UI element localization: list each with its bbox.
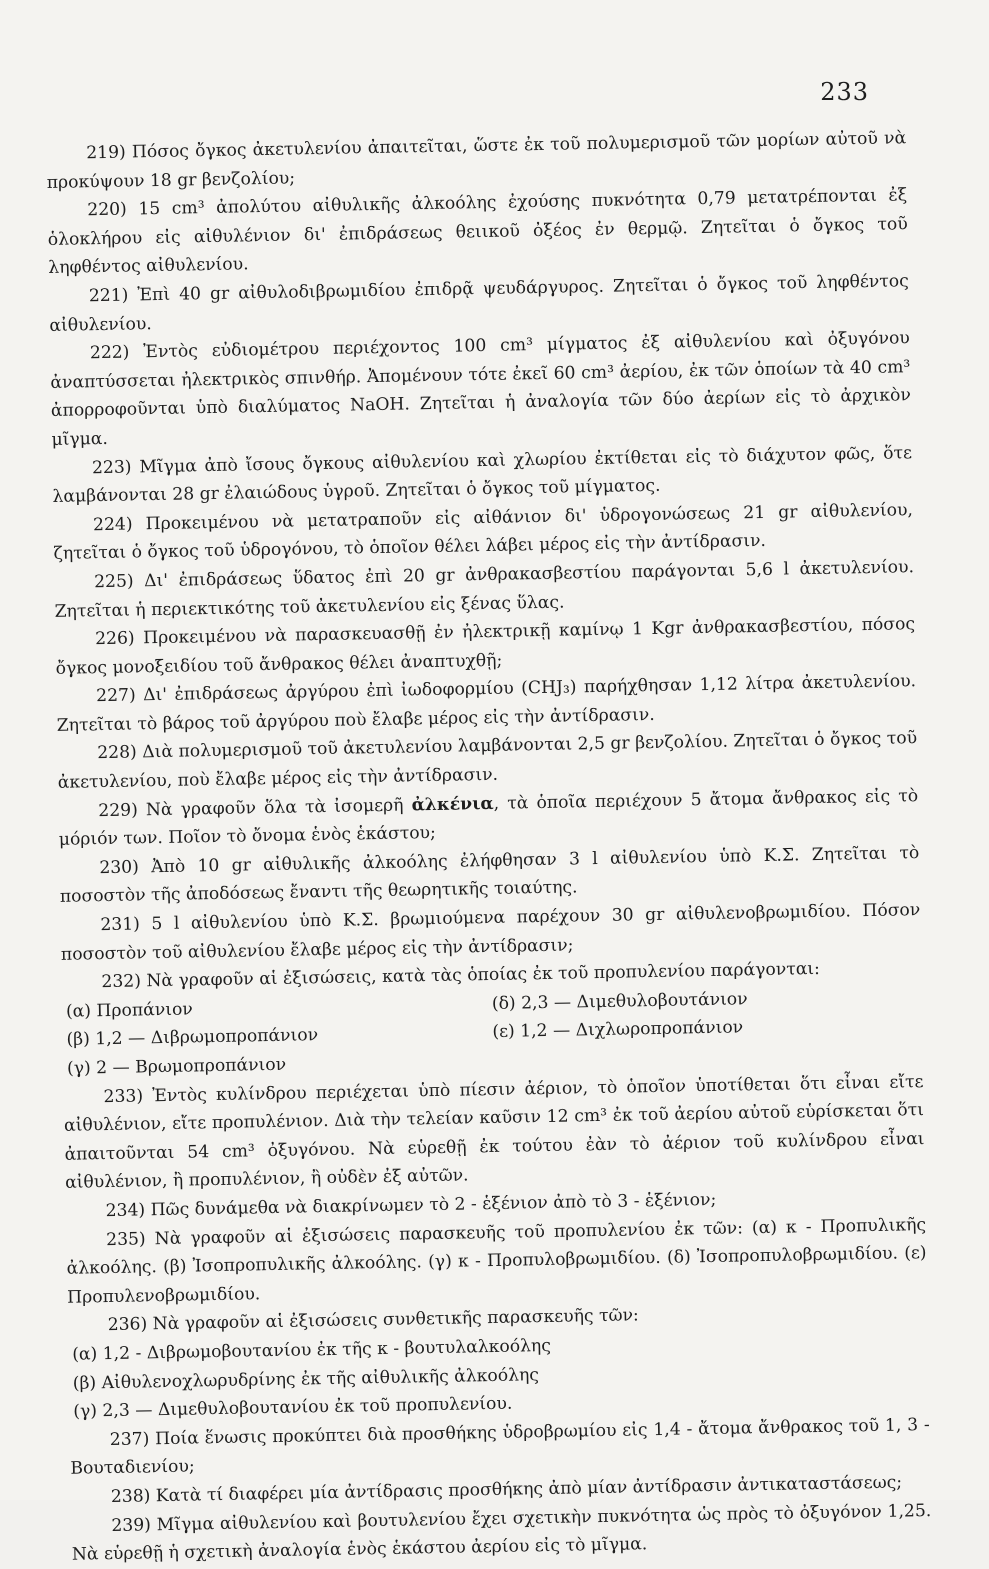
problem-229-bold-term: ἀλκένια (411, 793, 494, 816)
options-right-column (492, 982, 923, 1076)
options-left-column (62, 990, 493, 1084)
problem-225: 225) Δι' ἐπιδράσεως ὕδατος ἐπὶ 20 gr ἀνθρακασβεστίου παράγονται 5,6 l ἀκετυλενίου. Ζητεῖται ἡ περιεκτικότης τοῦ ἀκετυλενίου εἰς ξένας ὕλας. (54, 557, 915, 622)
problem-221: 221) Ἐπὶ 40 gr αἰθυλοδιβρωμιδίου ἐπιδρᾷ ψευδάργυρος. Ζητεῖται ὁ ὄγκος τοῦ ληφθέντος αἰθυλενίου. (49, 271, 909, 336)
problem-226: 226) Προκειμένου νὰ παρασκευασθῇ ἐν ἠλεκτρικῇ καμίνῳ 1 Kgr ἀνθρακασβεστίου, πόσος ὄγκος μονοξειδίου τοῦ ἄνθρακος θέλει ἀναπτυχθῇ; (55, 614, 916, 679)
problem-231: 231) 5 l αἰθυλενίου ὑπὸ Κ.Σ. βρωμιούμενα παρέχουν 30 gr αἰθυλενοβρωμιδίου. Πόσον ποσοστὸν τοῦ αἰθυλενίου ἔλαβε μέρος εἰς τὴν ἀντίδρασιν; (60, 900, 921, 965)
problem-235: 235) Νὰ γραφοῦν αἱ ἐξισώσεις παρασκευῆς τοῦ προπυλενίου ἐκ τῶν: (α) κ - Προπυλικῆς ἀλκοόλης. (β) Ἰσοπροπυλικῆς ἀλκοόλης. (γ) κ - Προπυλοβρωμιδίου. (δ) Ἰσοπροπυλοβρωμιδίου. (ε) Προπυλενοβρωμιδίου. (66, 1214, 927, 1308)
synthesis-a: (α) 1,2 - Διβρωμοβουτανίου ἐκ τῆς κ - βουτυλαλκοόλης (72, 1335, 552, 1365)
synthesis-c: (γ) 2,3 — Διμεθυλοβουτανίου ἐκ τοῦ προπυλενίου. (73, 1393, 513, 1422)
option-d: (δ) 2,3 — Διμεθυλοβουτάνιον (491, 989, 748, 1014)
synthesis-b: (β) Αἰθυλενοχλωρυδρίνης ἐκ τῆς αἰθυλικῆς ἀλκοόλης (72, 1364, 540, 1394)
problem-228: 228) Διὰ πολυμερισμοῦ τοῦ ἀκετυλενίου λαμβάνονται 2,5 gr βενζολίου. Ζητεῖται ὁ ὄγκος τοῦ ἀκετυλενίου, ποὺ ἔλαβε μέρος εἰς τὴν ἀντίδρασιν. (57, 728, 918, 793)
page-number: 233 (820, 78, 869, 106)
problem-238: 238) Κατὰ τί διαφέρει μία ἀντίδρασις προσθήκης ἀπὸ μίαν ἀντίδρασιν ἀντικαταστάσεως; (110, 1472, 903, 1507)
option-a: (α) Προπάνιον (65, 999, 193, 1022)
problem-234: 234) Πῶς δυνάμεθα νὰ διακρίνωμεν τὸ 2 - ἑξένιον ἀπὸ τὸ 3 - ἑξένιον; (105, 1189, 717, 1222)
problem-219: 219) Πόσος ὄγκος ἀκετυλενίου ἀπαιτεῖται, ὥστε ἐκ τοῦ πολυμερισμοῦ τῶν μορίων αὐτοῦ νὰ προκύψουν 18 gr βενζολίου; (46, 128, 907, 193)
problem-236: 236) Νὰ γραφοῦν αἱ ἐξισώσεις συνθετικῆς παρασκευῆς τῶν: (107, 1305, 639, 1336)
problem-237: 237) Ποία ἕνωσις προκύπτει διὰ προσθήκης ὑδροβρωμίου εἰς 1,4 - ἄτομα ἄνθρακος τοῦ 1, 3 - Βουταδιενίου; (70, 1414, 930, 1480)
problem-232: 232) Νὰ γραφοῦν αἱ ἐξισώσεις, κατὰ τὰς ὁποίας ἐκ τοῦ προπυλενίου παράγονται: (101, 959, 821, 993)
problem-224: 224) Προκειμένου νὰ μετατραποῦν εἰς αἰθάνιον δι' ὑδρογονώσεως 21 gr αἰθυλενίου, ζητεῖται ὁ ὄγκος τοῦ ὑδρογόνου, τὸ ὁποῖον θέλει λάβει μέρος εἰς τὴν ἀντίδρασιν. (53, 499, 914, 565)
exercise-text (46, 124, 932, 1569)
problem-222: 222) Ἐντὸς εὐδιομέτρου περιέχοντος 100 cm³ μίγματος ἐξ αἰθυλενίου καὶ ὀξυγόνου ἀναπτύσσεται ἠλεκτρικὸς σπινθήρ. Ἀπομένουν τότε ἐκεῖ 60 cm³ ἀερίου, ἐκ τῶν ὁποίων τὰ 40 cm³ ἀπορροφοῦνται ὑπὸ διαλύματος NaOH. Ζητεῖται ἡ ἀναλογία τῶν δύο ἀερίων εἰς τὸ ἀρχικὸν μῖγμα. (50, 328, 912, 450)
problem-223: 223) Μῖγμα ἀπὸ ἴσους ὄγκους αἰθυλενίου καὶ χλωρίου ἐκτίθεται εἰς τὸ διάχυτον φῶς, ὅτε λαμβάνονται 28 gr ἐλαιώδους ὑγροῦ. Ζητεῖται ὁ ὄγκος τοῦ μίγματος. (52, 442, 913, 508)
option-e: (ε) 1,2 — Διχλωροπροπάνιον (492, 1017, 744, 1043)
problem-230: 230) Ἀπὸ 10 gr αἰθυλικῆς ἀλκοόλης ἐλήφθησαν 3 l αἰθυλενίου ὑπὸ Κ.Σ. Ζητεῖται τὸ ποσοστὸν τῆς ἀποδόσεως ἔναντι τῆς θεωρητικῆς τοιαύτης. (59, 842, 920, 908)
option-b: (β) 1,2 — Διβρωμοπροπάνιον (66, 1025, 319, 1051)
problem-232-options (62, 982, 923, 1084)
problem-233: 233) Ἐντὸς κυλίνδρου περιέχεται ὑπὸ πίεσιν ἀέριον, τὸ ὁποῖον ὑποτίθεται ὅτι εἶναι εἴτε αἰθυλένιον, εἴτε προπυλένιον. Διὰ τὴν τελείαν καῦσιν 12 cm³ ἐκ τοῦ ἀερίου αὐτοῦ εὑρίσκεται ὅτι ἀπαιτοῦνται 54 cm³ ὀξυγόνου. Νὰ εὑρεθῇ ἐκ τούτου ἐὰν τὸ ἀέριον τοῦ κυλίνδρου εἶναι αἰθυλένιον, ἢ προπυλένιον, ἢ οὐδὲν ἐξ αὐτῶν. (63, 1071, 925, 1194)
problem-229-text-a: 229) Νὰ γραφοῦν ὅλα τὰ ἰσομερῆ (98, 795, 412, 821)
problem-227: 227) Δι' ἐπιδράσεως ἀργύρου ἐπὶ ἰωδοφορμίου (CHJ₃) παρήχθησαν 1,12 λίτρα ἀκετυλενίου. Ζητεῖται τὸ βάρος τοῦ ἀργύρου ποὺ ἔλαβε μέρος εἰς τὴν ἀντίδρασιν. (56, 671, 917, 736)
problem-220: 220) 15 cm³ ἀπολύτου αἰθυλικῆς ἀλκοόλης ἐχούσης πυκνότητα 0,79 μετατρέπονται ἐξ ὁλοκλήρου εἰς αἰθυλένιον δι' ἐπιδράσεως θειικοῦ ὀξέος ἐν θερμῷ. Ζητεῖται ὁ ὄγκος τοῦ ληφθέντος αἰθυλενίου. (47, 185, 908, 279)
problem-239: 239) Μῖγμα αἰθυλενίου καὶ βουτυλενίου ἔχει σχετικὴν πυκνότητα ὡς πρὸς τὸ ὀξυγόνον 1,25. Νὰ εὑρεθῇ ἡ σχετικὴ ἀναλογία ἑνὸς ἑκάστου ἀερίου εἰς τὸ μῖγμα. (71, 1500, 932, 1565)
problem-229-text-b: , τὰ ὁποῖα περιέχουν 5 ἄτομα ἄνθρακος εἰς τὸ μόριόν των. Ποῖον τὸ ὄνομα ἑνὸς ἑκάστου; (58, 785, 919, 851)
option-c: (γ) 2 — Βρωμοπροπάνιον (66, 1054, 287, 1079)
